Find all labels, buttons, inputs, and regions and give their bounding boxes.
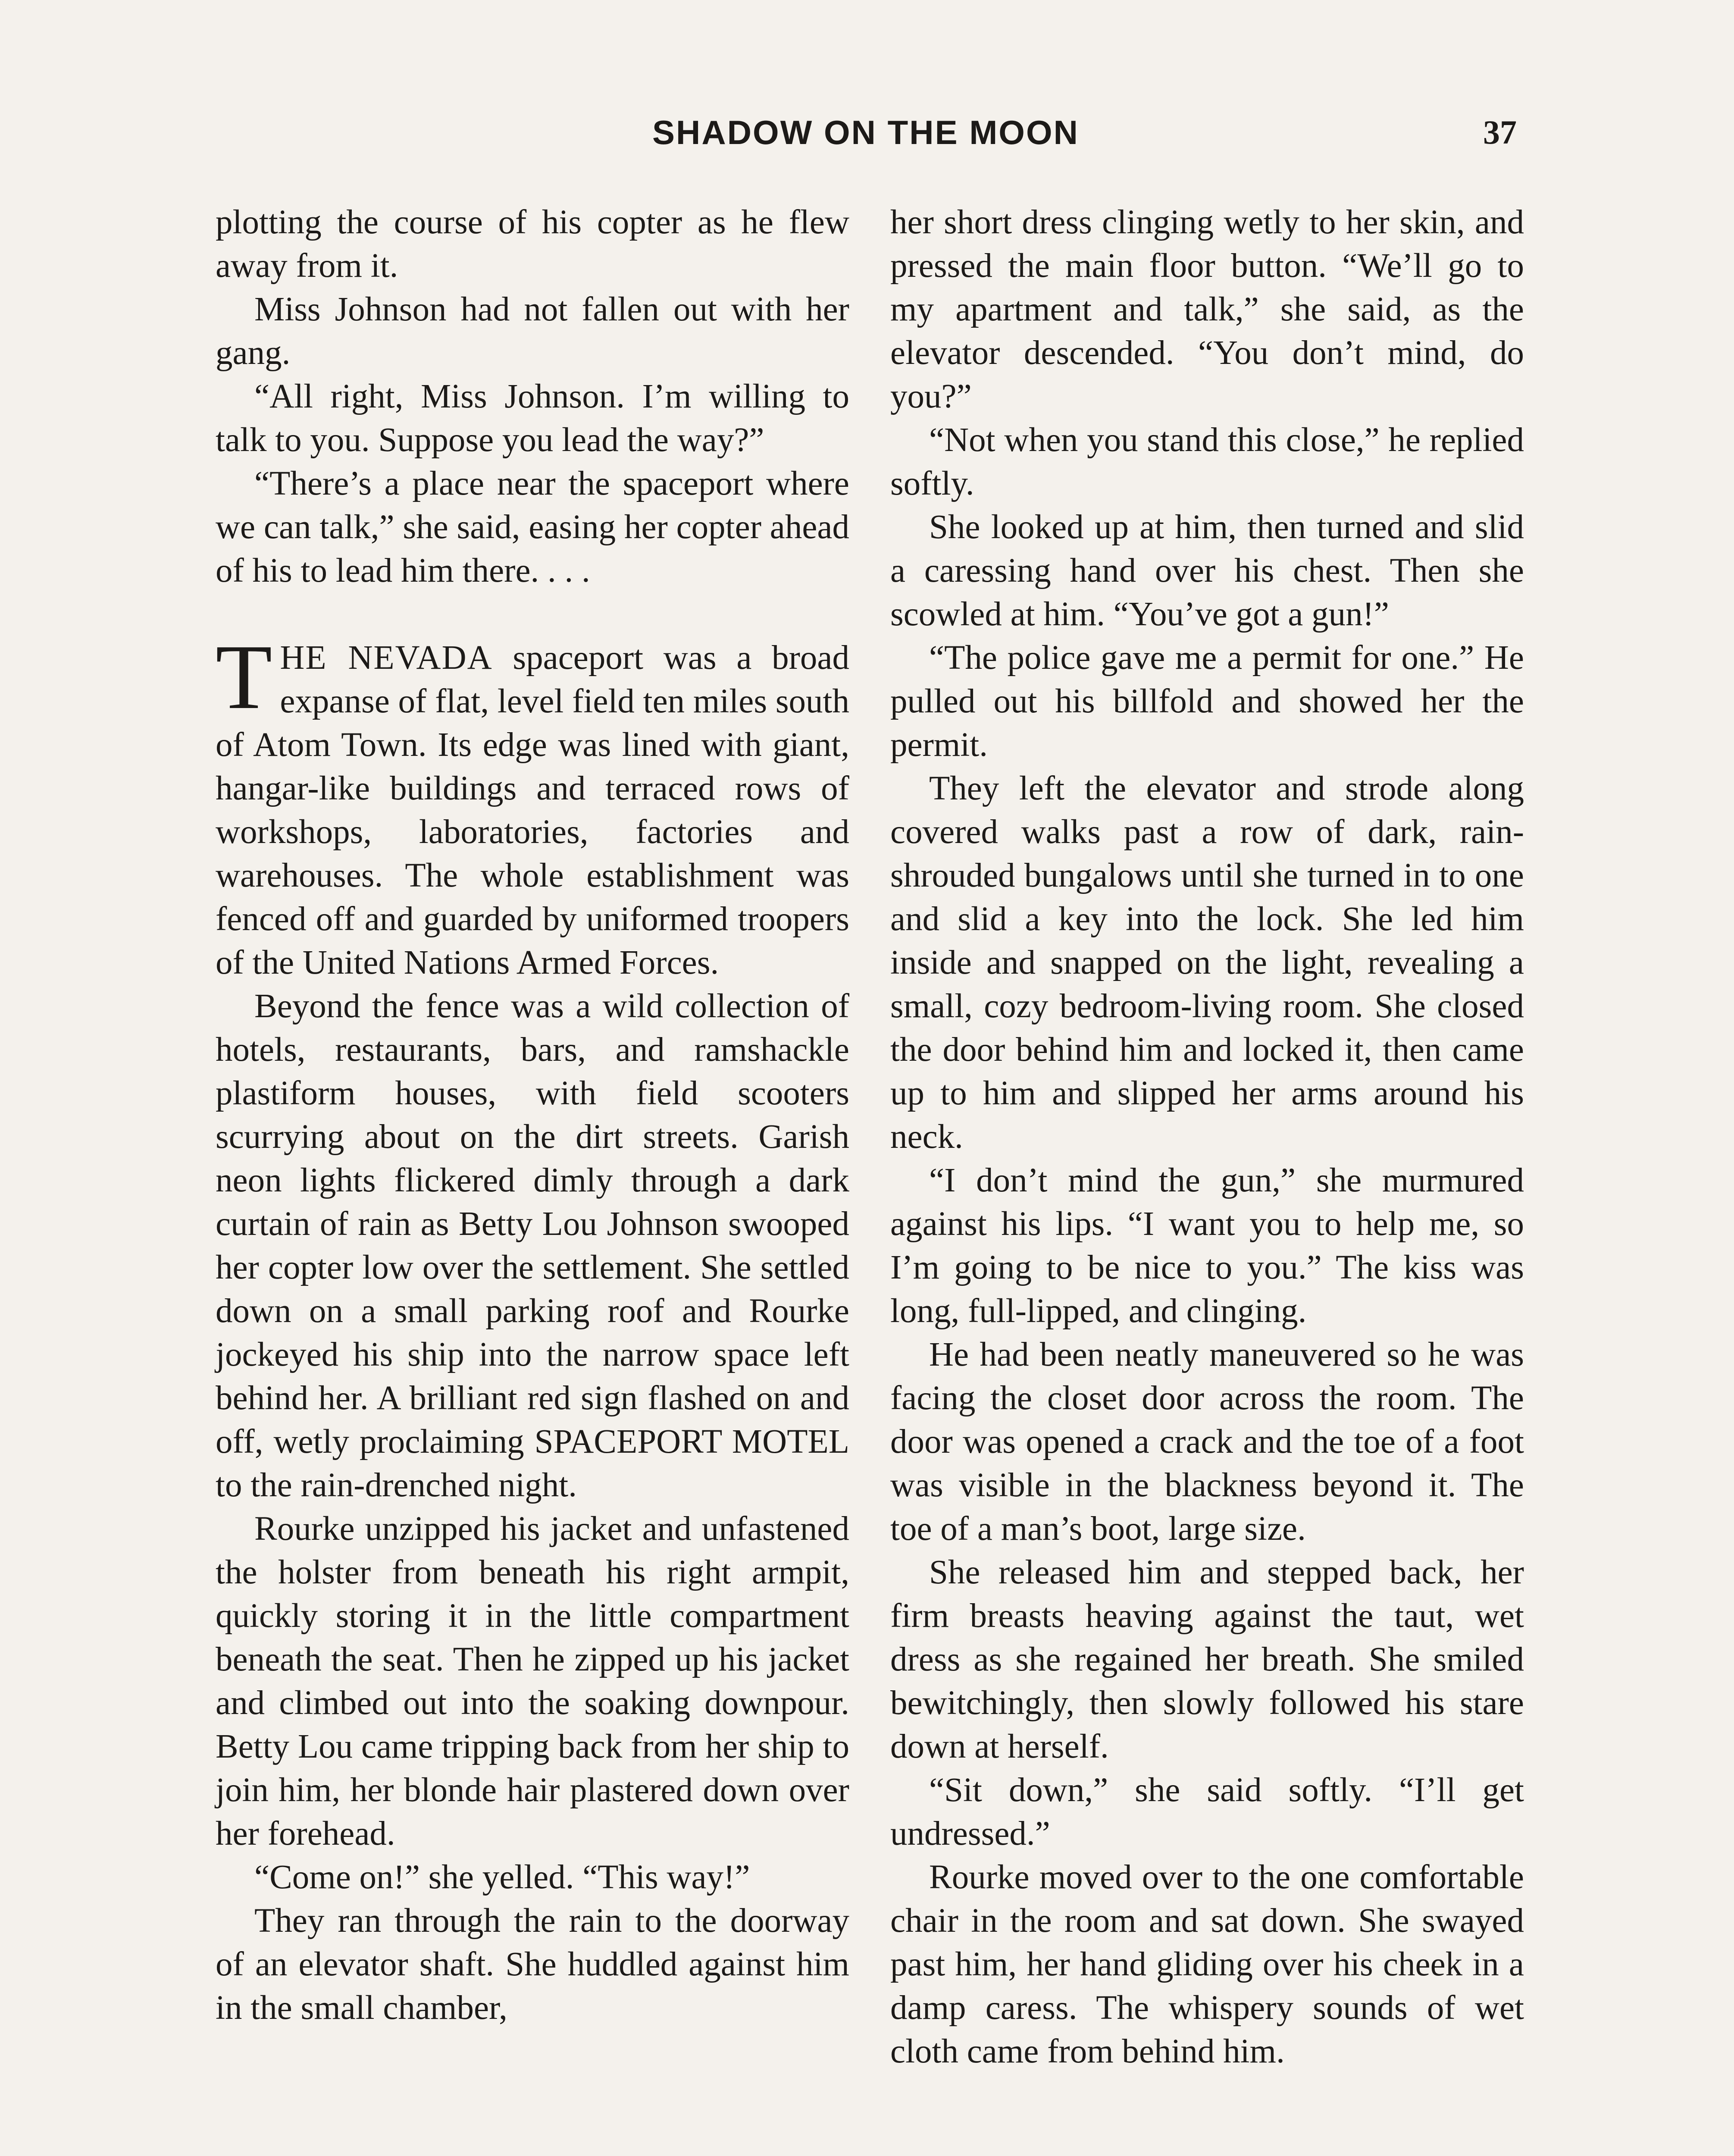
paragraph: Rourke moved over to the one comfortable chair in the room and sat down. She swayed past him, her hand gliding over his cheek in a damp caress. The whispery sounds of wet cloth came from behind him.: [890, 1858, 1524, 2070]
running-title: SHADOW ON THE MOON: [652, 113, 1079, 151]
right-column: [890, 201, 1524, 2073]
paragraph: “Come on!” she yelled. “This way!”: [254, 1858, 750, 1896]
paragraph: “The police gave me a permit for one.” He pulled out his billfold and showed her the permit.: [890, 639, 1524, 764]
lead-in-caps: HE NEVADA: [280, 639, 493, 677]
running-header: [210, 113, 1521, 165]
paragraph: “I don’t mind the gun,” she murmured against his lips. “I want you to help me, so I’m going to be nice to you.” The kiss was long, full-lipped, and clinging.: [890, 1162, 1524, 1330]
paragraph: She looked up at him, then turned and slid a caressing hand over his chest. Then she scowled at him. “You’ve got a gun!”: [890, 508, 1524, 633]
paragraph: They left the elevator and strode along covered walks past a row of dark, rain-shrouded bungalows until she turned in to one and slid a key into the lock. She led him inside and snapped on the light, revealing a small, cozy bedroom-living room. She closed the door behind him and locked it, then came up to him and slipped her arms around his neck.: [890, 770, 1524, 1156]
paragraph: her short dress clinging wetly to her skin, and pressed the main floor button. “We’ll go to my apartment and talk,” she said, as the elevator descended. “You don’t mind, do you?”: [890, 204, 1524, 415]
paragraph: plotting the course of his copter as he flew away from it.: [216, 204, 849, 285]
paragraph: Beyond the fence was a wild collection of hotels, restaurants, bars, and ramshackle plastiform houses, with field scooters scurrying about on the dirt streets. Garish neon lights flickered dimly through a dark curtain of rain as Betty Lou Johnson swooped her copter low over the settlement. She settled down on a small parking roof and Rourke jockeyed his ship into the narrow space left behind her. A brilliant red sign flashed on and off, wetly proclaiming SPACEPORT MOTEL to the rain-drenched night.: [216, 987, 849, 1504]
paragraph: He had been neatly maneuvered so he was facing the closet door across the room. The door was opened a crack and the toe of a foot was visible in the blackness beyond it. The toe of a man’s boot, large size.: [890, 1336, 1524, 1548]
section-opening-paragraph: [216, 625, 850, 984]
paragraph: “Not when you stand this close,” he replied softly.: [890, 421, 1524, 502]
paragraph-text: spaceport was a broad expanse of flat, level field ten miles south of Atom Town. Its edge was lined with giant, hangar-like buildings and terraced rows of workshops, laboratories, factories and warehouses. The whole establishment was fenced off and guarded by uniformed troopers of the United Nations Armed Forces.: [216, 639, 850, 981]
drop-cap: T: [216, 625, 272, 728]
paragraph: She released him and stepped back, her firm breasts heaving against the taut, wet dress as she regained her breath. She smiled bewitchingly, then slowly followed his stare down at herself.: [890, 1554, 1524, 1765]
section-break: [216, 592, 849, 636]
paragraph: Rourke unzipped his jacket and unfastened the holster from beneath his right armpit, quickly storing it in the little compartment beneath the seat. Then he zipped up his jacket and climbed out into the soaking downpour. Betty Lou came tripping back from her ship to join him, her blonde hair plastered down over her forehead.: [216, 1510, 849, 1852]
paragraph: “Sit down,” she said softly. “I’ll get undressed.”: [890, 1771, 1524, 1852]
paragraph: “All right, Miss Johnson. I’m willing to talk to you. Suppose you lead the way?”: [216, 378, 849, 459]
paragraph: “There’s a place near the spaceport where we can talk,” she said, easing her copter ahead of his to lead him there. . . .: [216, 465, 849, 589]
page-number: 37: [1483, 113, 1517, 151]
left-column: [216, 201, 849, 2030]
paragraph: They ran through the rain to the doorway of an elevator shaft. She huddled against him in the small chamber,: [216, 1902, 849, 2027]
paragraph: Miss Johnson had not fallen out with her gang.: [216, 291, 849, 372]
